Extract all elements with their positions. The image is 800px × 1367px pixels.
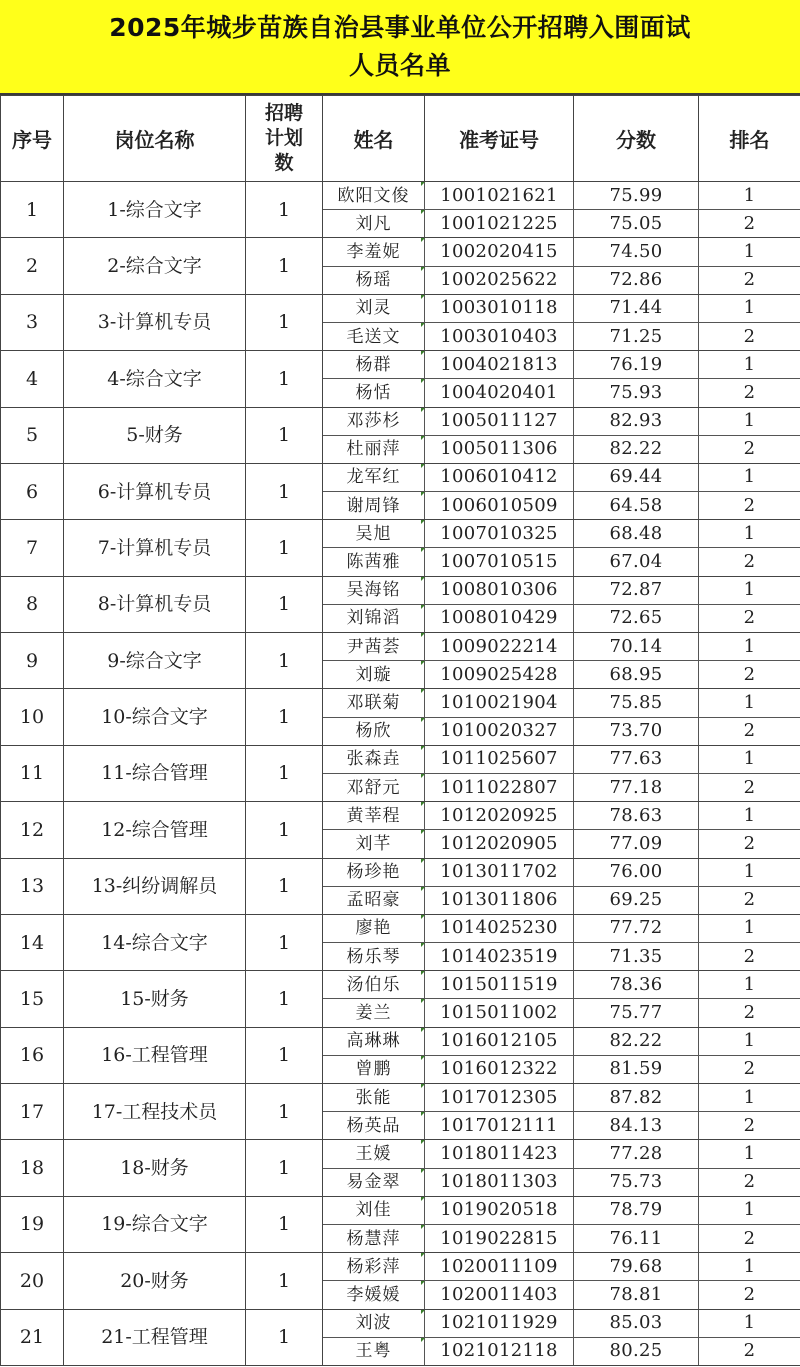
cell-seq: 6 <box>1 463 64 519</box>
cell-rank: 1 <box>699 1309 800 1337</box>
cell-rank: 1 <box>699 520 800 548</box>
table-row <box>1 463 800 491</box>
cell-exam-id: 1005011127 <box>425 407 574 435</box>
cell-rank: 1 <box>699 1084 800 1112</box>
table-row <box>1 858 800 886</box>
cell-rank: 2 <box>699 1281 800 1309</box>
cell-position: 1-综合文字 <box>64 182 246 238</box>
cell-seq: 5 <box>1 407 64 463</box>
cell-seq: 2 <box>1 238 64 294</box>
cell-name: 张能 <box>323 1084 425 1112</box>
cell-rank: 1 <box>699 182 800 210</box>
cell-seq: 15 <box>1 971 64 1027</box>
cell-exam-id: 1012020925 <box>425 802 574 830</box>
cell-rank: 2 <box>699 1112 800 1140</box>
cell-rank: 1 <box>699 802 800 830</box>
cell-rank: 2 <box>699 773 800 801</box>
cell-name: 王粤 <box>323 1337 425 1365</box>
cell-rank: 2 <box>699 1168 800 1196</box>
header-plan-line-1: 招聘 <box>264 102 303 124</box>
cell-position: 9-综合文字 <box>64 633 246 689</box>
cell-exam-id: 1005011306 <box>425 435 574 463</box>
page-title-banner <box>0 0 800 95</box>
cell-score: 72.87 <box>574 576 699 604</box>
cell-score: 75.73 <box>574 1168 699 1196</box>
cell-name: 陈茜雅 <box>323 548 425 576</box>
cell-score: 64.58 <box>574 492 699 520</box>
cell-position: 3-计算机专员 <box>64 294 246 350</box>
cell-exam-id: 1008010429 <box>425 604 574 632</box>
cell-score: 77.28 <box>574 1140 699 1168</box>
cell-exam-id: 1001021621 <box>425 182 574 210</box>
cell-seq: 18 <box>1 1140 64 1196</box>
cell-rank: 2 <box>699 266 800 294</box>
cell-name: 刘凡 <box>323 210 425 238</box>
table-row <box>1 238 800 266</box>
cell-rank: 2 <box>699 379 800 407</box>
cell-name: 杨彩萍 <box>323 1253 425 1281</box>
cell-score: 67.04 <box>574 548 699 576</box>
cell-rank: 2 <box>699 999 800 1027</box>
cell-plan-count: 1 <box>246 407 323 463</box>
cell-position: 20-财务 <box>64 1253 246 1309</box>
cell-name: 谢周锋 <box>323 492 425 520</box>
cell-plan-count: 1 <box>246 1027 323 1083</box>
cell-score: 75.99 <box>574 182 699 210</box>
cell-rank: 2 <box>699 604 800 632</box>
table-row <box>1 182 800 210</box>
cell-plan-count: 1 <box>246 858 323 914</box>
cell-rank: 1 <box>699 351 800 379</box>
cell-score: 76.19 <box>574 351 699 379</box>
table-row <box>1 294 800 322</box>
table-body <box>1 182 800 1366</box>
cell-score: 75.93 <box>574 379 699 407</box>
cell-seq: 7 <box>1 520 64 576</box>
cell-name: 姜兰 <box>323 999 425 1027</box>
header-plan-line-3: 数 <box>274 152 294 174</box>
cell-exam-id: 1020011403 <box>425 1281 574 1309</box>
cell-score: 75.05 <box>574 210 699 238</box>
cell-rank: 2 <box>699 830 800 858</box>
cell-seq: 21 <box>1 1309 64 1365</box>
cell-name: 吴海铭 <box>323 576 425 604</box>
cell-rank: 1 <box>699 576 800 604</box>
cell-seq: 4 <box>1 351 64 407</box>
header-plan-line-2: 计划 <box>264 127 303 149</box>
cell-exam-id: 1021012118 <box>425 1337 574 1365</box>
cell-name: 刘佳 <box>323 1196 425 1224</box>
table-row <box>1 576 800 604</box>
cell-rank: 1 <box>699 463 800 491</box>
cell-score: 68.48 <box>574 520 699 548</box>
cell-seq: 16 <box>1 1027 64 1083</box>
cell-name: 刘波 <box>323 1309 425 1337</box>
cell-exam-id: 1010020327 <box>425 717 574 745</box>
cell-rank: 2 <box>699 210 800 238</box>
cell-score: 82.93 <box>574 407 699 435</box>
cell-seq: 11 <box>1 745 64 801</box>
cell-score: 71.25 <box>574 322 699 350</box>
cell-rank: 2 <box>699 943 800 971</box>
cell-score: 76.11 <box>574 1224 699 1252</box>
cell-position: 8-计算机专员 <box>64 576 246 632</box>
cell-exam-id: 1006010509 <box>425 492 574 520</box>
cell-seq: 9 <box>1 633 64 689</box>
cell-plan-count: 1 <box>246 294 323 350</box>
header-name: 姓名 <box>323 96 425 182</box>
cell-seq: 1 <box>1 182 64 238</box>
cell-exam-id: 1011022807 <box>425 773 574 801</box>
cell-name: 孟昭豪 <box>323 886 425 914</box>
cell-position: 13-纠纷调解员 <box>64 858 246 914</box>
cell-exam-id: 1011025607 <box>425 745 574 773</box>
cell-name: 杜丽萍 <box>323 435 425 463</box>
cell-rank: 2 <box>699 717 800 745</box>
cell-rank: 1 <box>699 971 800 999</box>
cell-position: 10-综合文字 <box>64 689 246 745</box>
cell-name: 尹茜荟 <box>323 633 425 661</box>
cell-score: 77.09 <box>574 830 699 858</box>
cell-seq: 12 <box>1 802 64 858</box>
cell-exam-id: 1010021904 <box>425 689 574 717</box>
cell-rank: 2 <box>699 1055 800 1083</box>
cell-plan-count: 1 <box>246 463 323 519</box>
cell-plan-count: 1 <box>246 576 323 632</box>
table-row <box>1 745 800 773</box>
cell-score: 78.36 <box>574 971 699 999</box>
cell-exam-id: 1017012305 <box>425 1084 574 1112</box>
cell-plan-count: 1 <box>246 1309 323 1365</box>
cell-rank: 2 <box>699 492 800 520</box>
cell-score: 77.63 <box>574 745 699 773</box>
cell-exam-id: 1002020415 <box>425 238 574 266</box>
cell-rank: 1 <box>699 1196 800 1224</box>
table-row <box>1 633 800 661</box>
cell-score: 72.86 <box>574 266 699 294</box>
cell-name: 曾鹏 <box>323 1055 425 1083</box>
cell-name: 杨珍艳 <box>323 858 425 886</box>
cell-plan-count: 1 <box>246 802 323 858</box>
cell-name: 刘灵 <box>323 294 425 322</box>
cell-rank: 1 <box>699 914 800 942</box>
cell-score: 82.22 <box>574 435 699 463</box>
cell-name: 张森垚 <box>323 745 425 773</box>
cell-score: 87.82 <box>574 1084 699 1112</box>
cell-exam-id: 1014025230 <box>425 914 574 942</box>
cell-exam-id: 1009022214 <box>425 633 574 661</box>
cell-exam-id: 1007010325 <box>425 520 574 548</box>
cell-name: 廖艳 <box>323 914 425 942</box>
cell-exam-id: 1008010306 <box>425 576 574 604</box>
cell-name: 龙军红 <box>323 463 425 491</box>
table-row <box>1 1309 800 1337</box>
header-seq: 序号 <box>1 96 64 182</box>
cell-seq: 13 <box>1 858 64 914</box>
cell-rank: 1 <box>699 1027 800 1055</box>
cell-exam-id: 1006010412 <box>425 463 574 491</box>
header-plan-count <box>246 96 323 182</box>
cell-exam-id: 1004021813 <box>425 351 574 379</box>
cell-exam-id: 1018011303 <box>425 1168 574 1196</box>
cell-exam-id: 1013011702 <box>425 858 574 886</box>
cell-exam-id: 1019020518 <box>425 1196 574 1224</box>
cell-plan-count: 1 <box>246 689 323 745</box>
cell-exam-id: 1003010403 <box>425 322 574 350</box>
cell-name: 杨群 <box>323 351 425 379</box>
cell-rank: 2 <box>699 1337 800 1365</box>
cell-name: 王媛 <box>323 1140 425 1168</box>
header-position: 岗位名称 <box>64 96 246 182</box>
cell-score: 77.18 <box>574 773 699 801</box>
cell-score: 75.85 <box>574 689 699 717</box>
cell-score: 85.03 <box>574 1309 699 1337</box>
cell-exam-id: 1015011519 <box>425 971 574 999</box>
cell-position: 4-综合文字 <box>64 351 246 407</box>
cell-name: 杨恬 <box>323 379 425 407</box>
cell-seq: 10 <box>1 689 64 745</box>
cell-score: 69.25 <box>574 886 699 914</box>
cell-name: 杨乐琴 <box>323 943 425 971</box>
cell-name: 吴旭 <box>323 520 425 548</box>
cell-name: 刘芊 <box>323 830 425 858</box>
cell-exam-id: 1021011929 <box>425 1309 574 1337</box>
cell-position: 12-综合管理 <box>64 802 246 858</box>
cell-position: 2-综合文字 <box>64 238 246 294</box>
header-exam-id: 准考证号 <box>425 96 574 182</box>
cell-plan-count: 1 <box>246 351 323 407</box>
cell-name: 刘锦滔 <box>323 604 425 632</box>
cell-score: 77.72 <box>574 914 699 942</box>
cell-score: 79.68 <box>574 1253 699 1281</box>
cell-score: 78.79 <box>574 1196 699 1224</box>
table-row <box>1 689 800 717</box>
cell-name: 易金翠 <box>323 1168 425 1196</box>
cell-seq: 17 <box>1 1084 64 1140</box>
cell-score: 84.13 <box>574 1112 699 1140</box>
cell-score: 70.14 <box>574 633 699 661</box>
cell-score: 78.81 <box>574 1281 699 1309</box>
cell-score: 76.00 <box>574 858 699 886</box>
cell-name: 汤伯乐 <box>323 971 425 999</box>
cell-position: 21-工程管理 <box>64 1309 246 1365</box>
cell-score: 69.44 <box>574 463 699 491</box>
cell-plan-count: 1 <box>246 971 323 1027</box>
cell-exam-id: 1002025622 <box>425 266 574 294</box>
cell-rank: 2 <box>699 322 800 350</box>
cell-exam-id: 1007010515 <box>425 548 574 576</box>
table-header-row <box>1 96 800 182</box>
table-row <box>1 407 800 435</box>
cell-name: 杨瑶 <box>323 266 425 294</box>
cell-score: 82.22 <box>574 1027 699 1055</box>
cell-rank: 2 <box>699 886 800 914</box>
table-row <box>1 520 800 548</box>
cell-position: 19-综合文字 <box>64 1196 246 1252</box>
cell-name: 欧阳文俊 <box>323 182 425 210</box>
cell-exam-id: 1012020905 <box>425 830 574 858</box>
cell-plan-count: 1 <box>246 1140 323 1196</box>
cell-seq: 14 <box>1 914 64 970</box>
cell-rank: 2 <box>699 435 800 463</box>
cell-name: 杨慧萍 <box>323 1224 425 1252</box>
cell-rank: 1 <box>699 689 800 717</box>
cell-position: 16-工程管理 <box>64 1027 246 1083</box>
cell-name: 毛送文 <box>323 322 425 350</box>
cell-exam-id: 1017012111 <box>425 1112 574 1140</box>
cell-plan-count: 1 <box>246 520 323 576</box>
cell-seq: 3 <box>1 294 64 350</box>
cell-plan-count: 1 <box>246 182 323 238</box>
cell-plan-count: 1 <box>246 633 323 689</box>
cell-score: 73.70 <box>574 717 699 745</box>
cell-rank: 1 <box>699 294 800 322</box>
cell-position: 11-综合管理 <box>64 745 246 801</box>
cell-exam-id: 1016012322 <box>425 1055 574 1083</box>
table-row <box>1 802 800 830</box>
cell-seq: 20 <box>1 1253 64 1309</box>
cell-rank: 2 <box>699 1224 800 1252</box>
table-row <box>1 1253 800 1281</box>
cell-rank: 1 <box>699 238 800 266</box>
cell-exam-id: 1018011423 <box>425 1140 574 1168</box>
cell-score: 75.77 <box>574 999 699 1027</box>
cell-position: 5-财务 <box>64 407 246 463</box>
cell-position: 17-工程技术员 <box>64 1084 246 1140</box>
cell-exam-id: 1001021225 <box>425 210 574 238</box>
page-title-line-1: 2025年城步苗族自治县事业单位公开招聘入围面试 <box>109 12 691 42</box>
cell-score: 74.50 <box>574 238 699 266</box>
cell-rank: 2 <box>699 548 800 576</box>
table-row <box>1 971 800 999</box>
cell-rank: 1 <box>699 1253 800 1281</box>
cell-exam-id: 1015011002 <box>425 999 574 1027</box>
table-row <box>1 1027 800 1055</box>
cell-seq: 19 <box>1 1196 64 1252</box>
cell-exam-id: 1016012105 <box>425 1027 574 1055</box>
cell-score: 81.59 <box>574 1055 699 1083</box>
interview-candidates-table <box>0 95 800 1366</box>
table-row <box>1 1140 800 1168</box>
cell-rank: 1 <box>699 858 800 886</box>
cell-exam-id: 1014023519 <box>425 943 574 971</box>
cell-rank: 1 <box>699 633 800 661</box>
cell-score: 72.65 <box>574 604 699 632</box>
cell-exam-id: 1004020401 <box>425 379 574 407</box>
cell-name: 高琳琳 <box>323 1027 425 1055</box>
cell-name: 李媛媛 <box>323 1281 425 1309</box>
cell-score: 71.35 <box>574 943 699 971</box>
cell-rank: 1 <box>699 1140 800 1168</box>
cell-score: 80.25 <box>574 1337 699 1365</box>
cell-name: 杨英品 <box>323 1112 425 1140</box>
cell-rank: 2 <box>699 661 800 689</box>
cell-exam-id: 1020011109 <box>425 1253 574 1281</box>
cell-position: 7-计算机专员 <box>64 520 246 576</box>
cell-exam-id: 1003010118 <box>425 294 574 322</box>
cell-name: 邓舒元 <box>323 773 425 801</box>
cell-plan-count: 1 <box>246 1084 323 1140</box>
cell-rank: 1 <box>699 407 800 435</box>
header-score: 分数 <box>574 96 699 182</box>
cell-position: 15-财务 <box>64 971 246 1027</box>
table-row <box>1 1084 800 1112</box>
cell-exam-id: 1019022815 <box>425 1224 574 1252</box>
cell-plan-count: 1 <box>246 914 323 970</box>
page-title-line-2: 人员名单 <box>348 50 451 80</box>
cell-score: 71.44 <box>574 294 699 322</box>
cell-name: 杨欣 <box>323 717 425 745</box>
table-row <box>1 1196 800 1224</box>
header-rank: 排名 <box>699 96 800 182</box>
table-row <box>1 914 800 942</box>
cell-score: 78.63 <box>574 802 699 830</box>
cell-name: 刘璇 <box>323 661 425 689</box>
cell-name: 李羞妮 <box>323 238 425 266</box>
cell-plan-count: 1 <box>246 745 323 801</box>
cell-seq: 8 <box>1 576 64 632</box>
cell-position: 18-财务 <box>64 1140 246 1196</box>
cell-name: 邓莎杉 <box>323 407 425 435</box>
cell-exam-id: 1013011806 <box>425 886 574 914</box>
cell-name: 黄莘程 <box>323 802 425 830</box>
cell-plan-count: 1 <box>246 238 323 294</box>
cell-plan-count: 1 <box>246 1253 323 1309</box>
cell-position: 6-计算机专员 <box>64 463 246 519</box>
cell-score: 68.95 <box>574 661 699 689</box>
cell-plan-count: 1 <box>246 1196 323 1252</box>
table-row <box>1 351 800 379</box>
cell-exam-id: 1009025428 <box>425 661 574 689</box>
cell-position: 14-综合文字 <box>64 914 246 970</box>
cell-rank: 1 <box>699 745 800 773</box>
cell-name: 邓联菊 <box>323 689 425 717</box>
